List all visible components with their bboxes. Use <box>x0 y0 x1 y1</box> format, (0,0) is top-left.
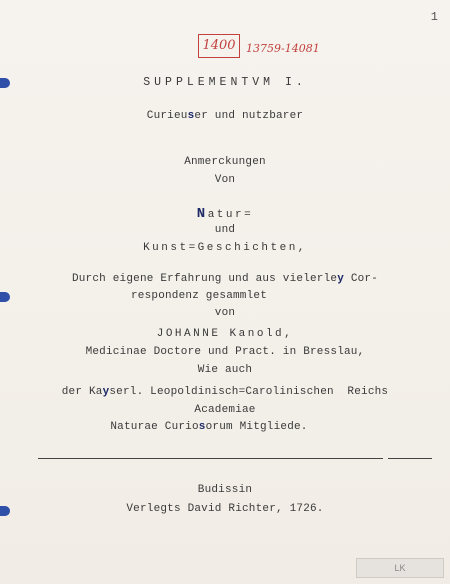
text-line: Von <box>214 174 236 186</box>
text-line: Wie auch <box>197 364 253 376</box>
subtitle-line: Curieuser und nutzbarer <box>146 110 304 122</box>
text-line: Durch eigene Erfahrung und aus vielerley Cor- <box>71 273 379 285</box>
archive-stamp-range: 13759-14081 <box>246 42 320 55</box>
archive-stamp-number: 1400 <box>198 34 240 58</box>
place-line: Budissin <box>197 484 253 496</box>
library-logo: LK <box>356 558 444 578</box>
text-line: Natur= <box>196 206 254 222</box>
text-line: und <box>214 224 236 236</box>
text-line: Medicinae Doctore und Pract. in Bresslau, <box>85 346 365 358</box>
page-number: 1 <box>430 10 438 24</box>
separator-rule <box>388 458 432 459</box>
text-line: Academiae <box>194 404 256 416</box>
author-line: JOHANNE Kanold, <box>156 328 294 340</box>
document-title: SUPPLEMENTVM I. <box>143 76 307 89</box>
separator-rule <box>38 458 383 459</box>
text-line: Naturae Curiosorum Mitgliede. <box>110 421 308 433</box>
text-line: Anmerckungen <box>184 156 266 168</box>
text-line: Kunst=Geschichten, <box>143 242 307 254</box>
text-line: der Kayserl. Leopoldinisch=Carolinischen Reichs <box>61 386 389 398</box>
publisher-line: Verlegts David Richter, 1726. <box>126 503 324 515</box>
text-line: von <box>214 307 236 319</box>
text-line: respondenz gesammlet <box>130 290 268 302</box>
